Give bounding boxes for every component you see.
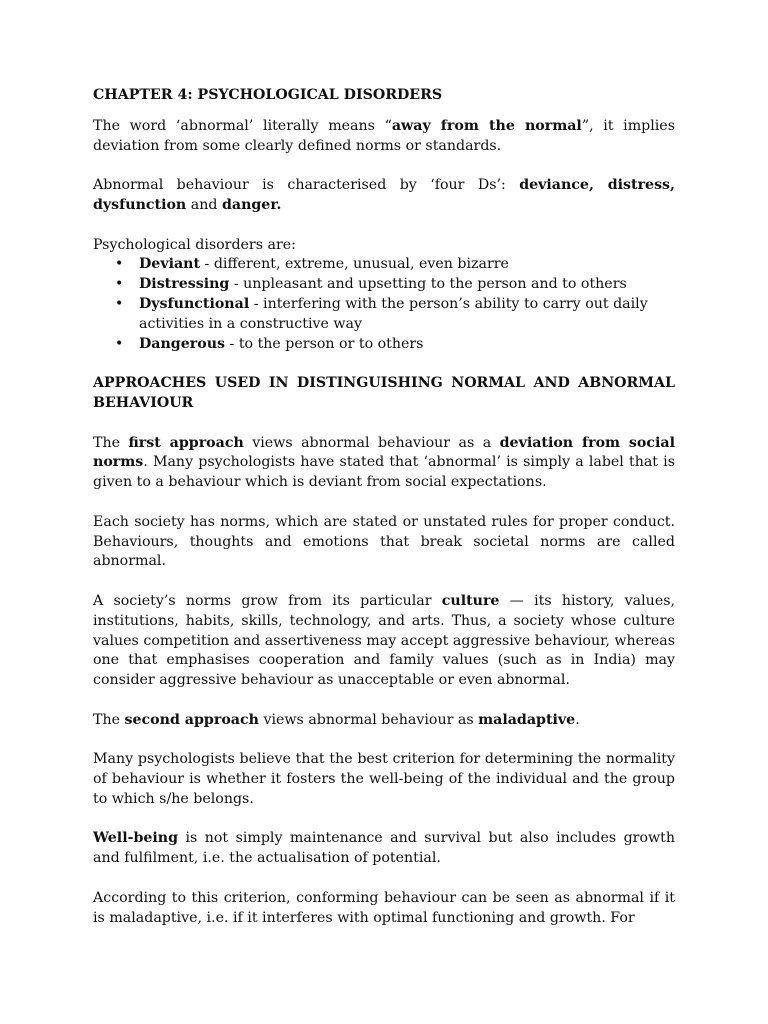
chapter-title: CHAPTER 4: PSYCHOLOGICAL DISORDERS xyxy=(93,87,443,103)
bold-term: second approach xyxy=(124,711,259,728)
bold-term: away from the normal xyxy=(391,117,582,134)
text-run: — its history, values, institutions, habits, skills, technology, and arts. Thus, a society whose culture values competition and assertiveness may accept aggressive behaviour, whereas one that emphasises cooperation and family values (such as in India) may consider aggressive behaviour as unacceptable or even abnormal. xyxy=(93,592,676,689)
bold-term: Distressing xyxy=(139,276,230,293)
text-run: - to the person or to others xyxy=(225,335,424,352)
list-item xyxy=(93,275,675,295)
bold-term: Well-being xyxy=(93,830,179,847)
text-run: The word ‘abnormal’ literally means “ xyxy=(93,117,392,134)
list-item xyxy=(93,295,675,335)
text-run: Abnormal behaviour is characterised by ‘four Ds’: xyxy=(93,177,520,194)
paragraph-well-being xyxy=(93,829,675,869)
text-run: views abnormal behaviour as a xyxy=(243,434,500,451)
text-run: - unpleasant and upsetting to the person and to others xyxy=(229,276,627,293)
text-run: The xyxy=(93,434,129,451)
list-intro: Psychological disorders are: xyxy=(93,236,296,253)
bold-term: danger. xyxy=(221,196,282,213)
text-run: and xyxy=(186,196,222,213)
document-page xyxy=(93,86,675,928)
bold-term: deviation from social norms xyxy=(93,434,675,471)
bullet-icon: • xyxy=(115,335,124,352)
text-run: . xyxy=(575,711,580,728)
paragraph-society-norms: Each society has norms, which are stated or unstated rules for proper conduct. Behaviours, thoughts and emotions that break societal norms are called abnormal. xyxy=(93,513,675,570)
bold-term: Dangerous xyxy=(139,335,225,352)
bullet-icon: • xyxy=(115,295,124,312)
list-item xyxy=(93,335,675,355)
bullet-icon: • xyxy=(115,256,124,273)
bold-term: Deviant xyxy=(139,256,201,273)
paragraph-first-approach xyxy=(93,434,675,493)
paragraph-culture xyxy=(93,592,675,691)
bold-term: deviance, distress, dysfunction xyxy=(93,177,675,213)
bold-term: maladaptive xyxy=(478,711,576,728)
paragraph-second-approach xyxy=(93,711,675,731)
bold-term: culture xyxy=(441,592,500,609)
bold-term: first approach xyxy=(128,434,244,451)
list-item xyxy=(93,255,675,275)
section-heading: APPROACHES USED IN DISTINGUISHING NORMAL AND ABNORMAL BEHAVIOUR xyxy=(93,375,675,411)
text-run: - interfering with the person’s ability to carry out daily activities in a constructive way xyxy=(139,295,648,332)
text-run: ”, it implies deviation from some clearly defined norms or standards. xyxy=(93,117,675,154)
text-run: views abnormal behaviour as xyxy=(258,711,479,728)
paragraph-abnormal-definition xyxy=(93,117,675,157)
text-run: . Many psychologists have stated that ‘abnormal’ is simply a label that is given to a behaviour which is deviant from social expectations. xyxy=(93,454,675,491)
paragraph-four-ds xyxy=(93,176,675,216)
text-run: The xyxy=(93,711,125,728)
paragraph-criterion: Many psychologists believe that the best criterion for determining the normality of behaviour is whether it fosters the well-being of the individual and the group to which s/he belongs. xyxy=(93,751,675,807)
paragraph-conforming-behaviour: According to this criterion, conforming behaviour can be seen as abnormal if it is maladaptive, i.e. if it interferes with optimal functioning and growth. For xyxy=(93,889,675,926)
disorder-traits-list xyxy=(93,255,675,354)
bullet-icon: • xyxy=(115,276,124,293)
text-run: - different, extreme, unusual, even bizarre xyxy=(200,256,509,273)
bold-term: Dysfunctional xyxy=(139,295,250,312)
text-run: is not simply maintenance and survival but also includes growth and fulfilment, i.e. the actualisation of potential. xyxy=(93,830,675,867)
text-run: A society’s norms grow from its particular xyxy=(93,592,442,609)
